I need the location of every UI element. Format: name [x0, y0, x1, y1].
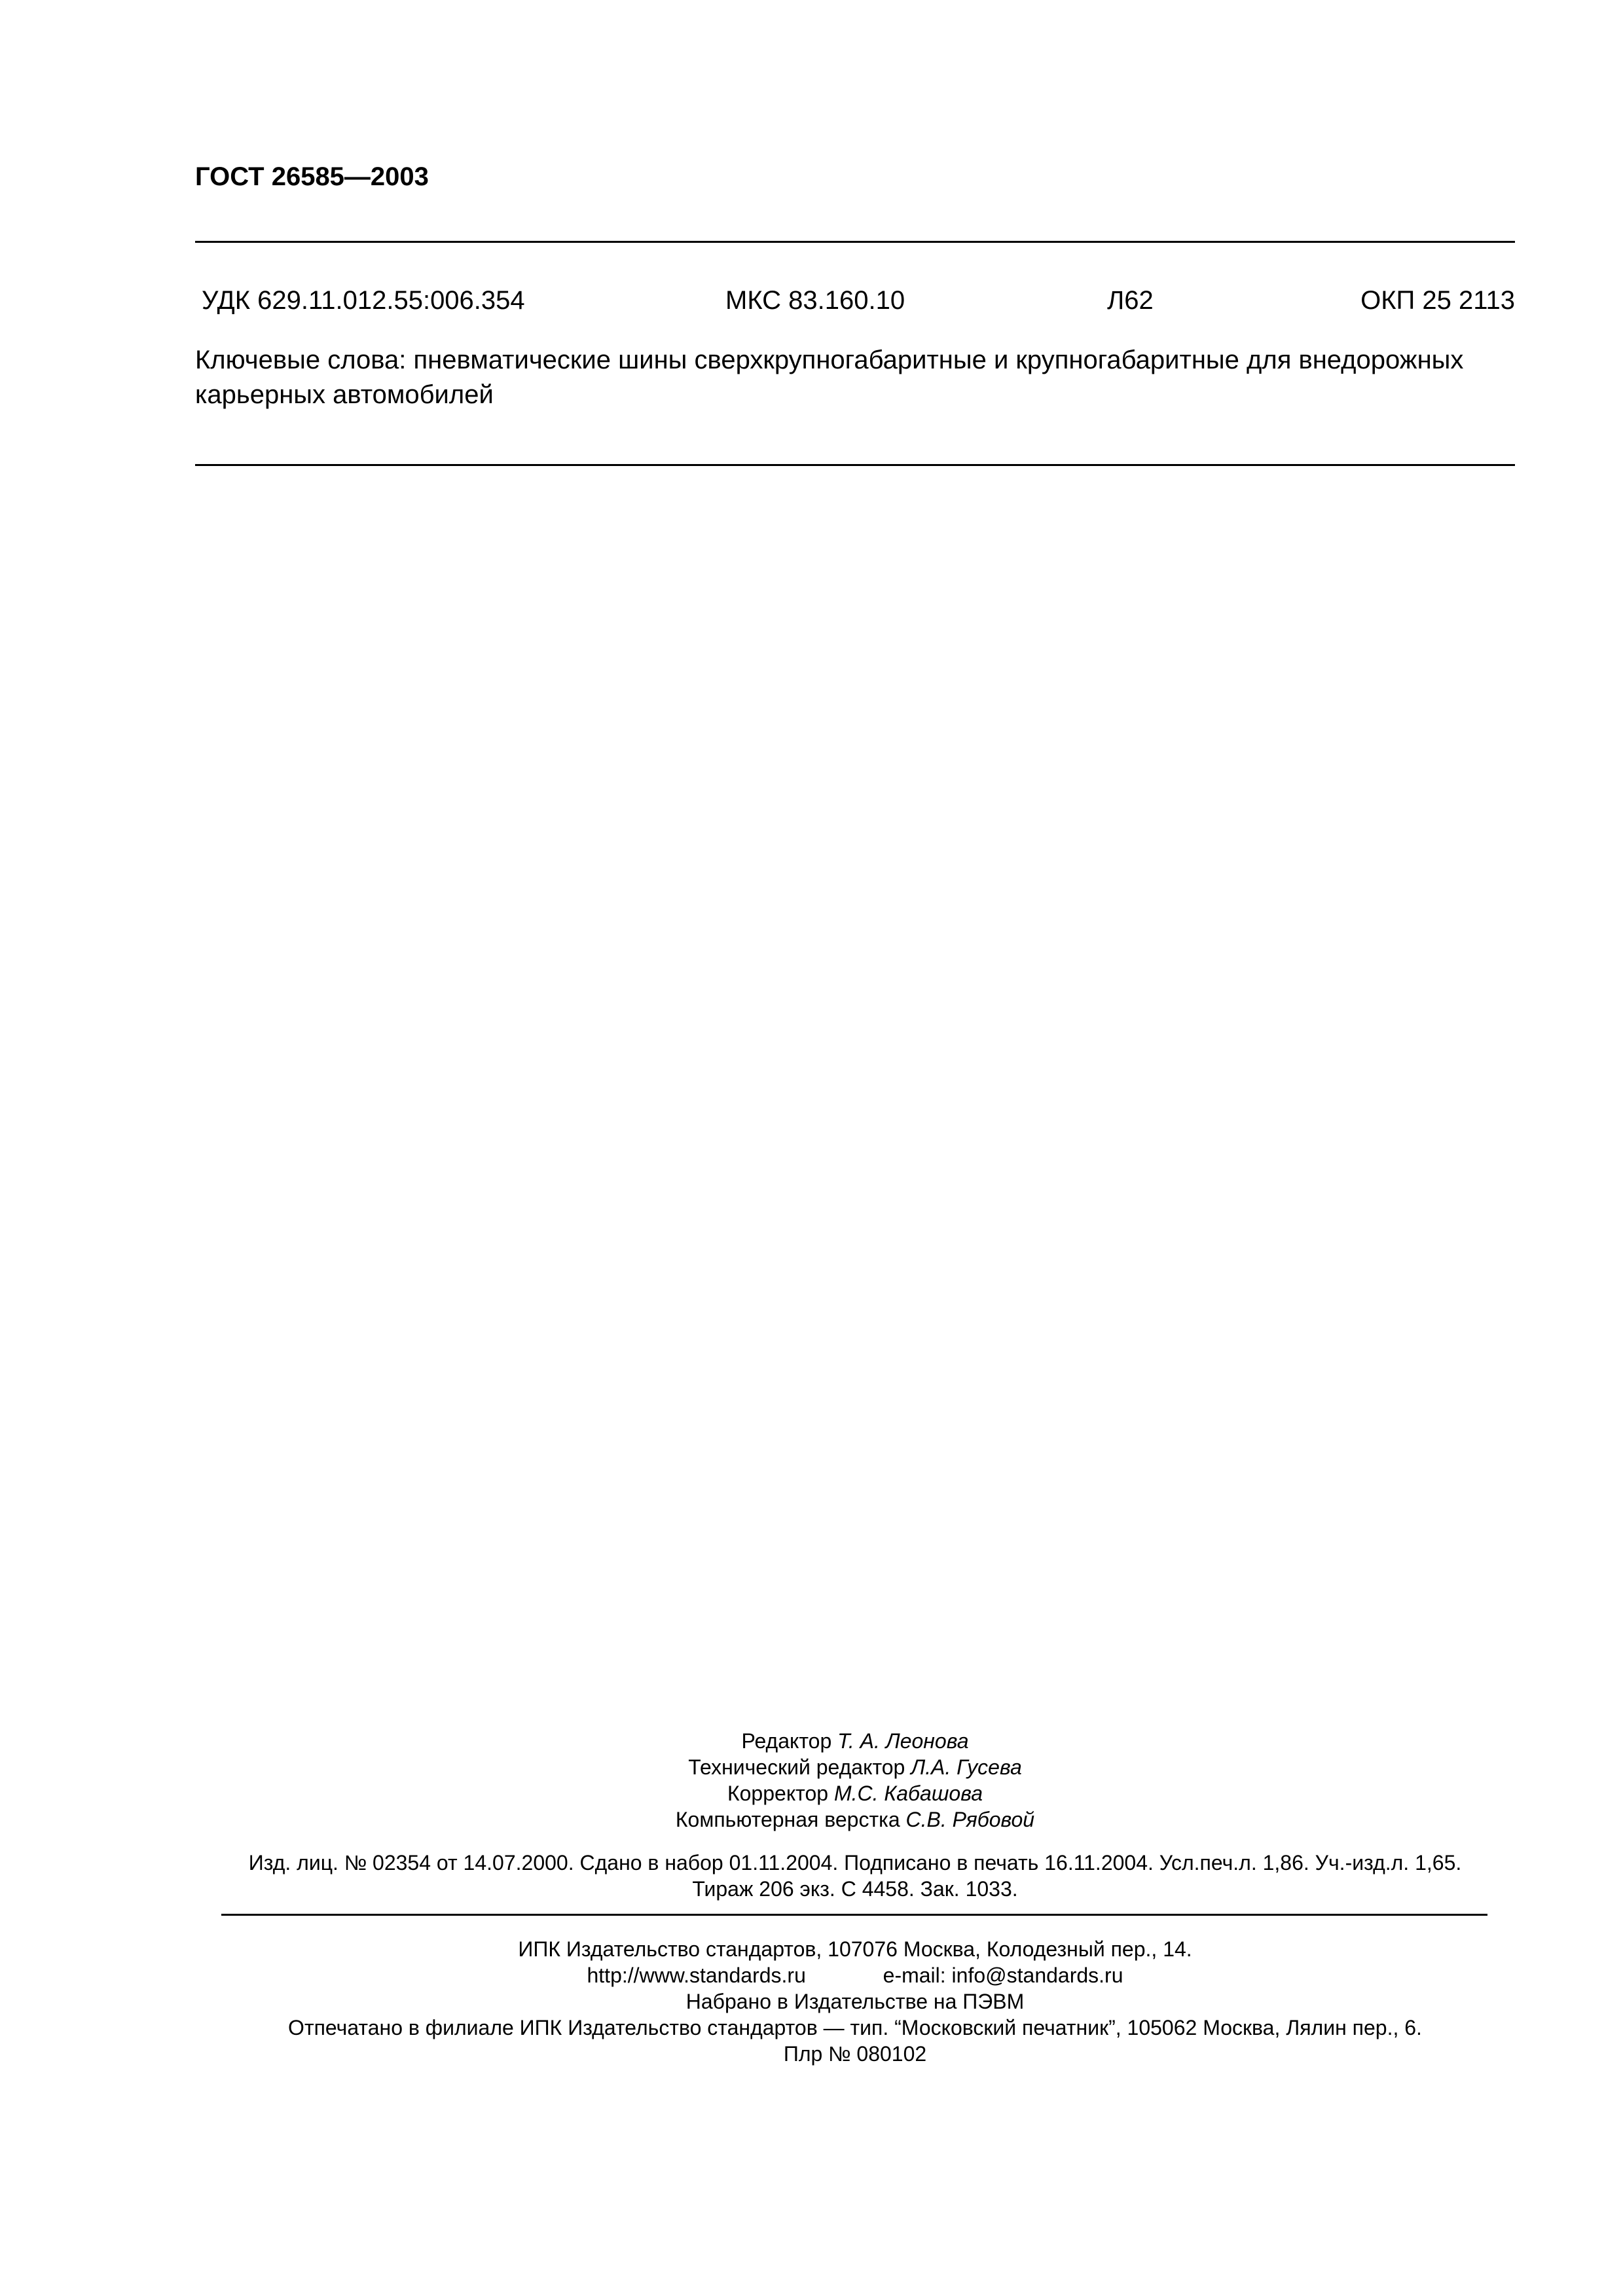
staff-credits	[195, 1728, 1515, 1833]
bottom-divider	[195, 464, 1515, 466]
imprint-divider	[221, 1914, 1487, 1916]
publication-line-2: Тираж 206 экз. С 4458. Зак. 1033.	[692, 1877, 1018, 1901]
credit-name: С.В. Рябовой	[905, 1808, 1035, 1831]
publication-info	[195, 1850, 1515, 1902]
okp-code: ОКП 25 2113	[1360, 286, 1515, 315]
plr-number: Плр № 080102	[783, 2042, 927, 2066]
website-link[interactable]: http://www.standards.ru	[587, 1964, 806, 1987]
classification-row	[195, 283, 1515, 318]
printed-note: Отпечатано в филиале ИПК Издательство стандартов — тип. “Московский печатник”, 105062 Москва, Лялин пер., 6.	[288, 2016, 1422, 2039]
credit-tech-editor	[195, 1754, 1515, 1780]
credit-name: Т. А. Леонова	[837, 1729, 969, 1753]
mks-code: МКС 83.160.10	[725, 286, 905, 315]
publisher-footer	[195, 1936, 1515, 2067]
credit-role: Компьютерная верстка	[675, 1808, 900, 1831]
document-code: ГОСТ 26585—2003	[195, 162, 429, 191]
contact-line	[195, 1962, 1515, 1988]
top-divider	[195, 241, 1515, 243]
typeset-note: Набрано в Издательстве на ПЭВМ	[685, 1990, 1025, 2013]
publisher-address: ИПК Издательство стандартов, 107076 Москва, Колодезный пер., 14.	[518, 1937, 1192, 1961]
publication-line-1: Изд. лиц. № 02354 от 14.07.2000. Сдано в набор 01.11.2004. Подписано в печать 16.11.2004. Усл.печ.л. 1,86. Уч.-изд.л. 1,65.	[248, 1851, 1462, 1874]
keywords: Ключевые слова: пневматические шины сверхкрупногабаритные и крупногабаритные для внедорожных карьерных автомобилей	[195, 346, 1464, 409]
credit-role: Редактор	[741, 1729, 832, 1753]
credit-proofreader	[195, 1780, 1515, 1806]
udk-code: УДК 629.11.012.55:006.354	[202, 286, 525, 315]
credit-layout	[195, 1806, 1515, 1833]
credit-name: Л.А. Гусева	[911, 1755, 1022, 1779]
email-link[interactable]: e-mail: info@standards.ru	[883, 1964, 1123, 1987]
group-code: Л62	[1107, 286, 1154, 315]
credit-role: Технический редактор	[688, 1755, 905, 1779]
credit-role: Корректор	[727, 1782, 829, 1805]
credit-name: М.С. Кабашова	[833, 1782, 983, 1805]
credit-editor	[195, 1728, 1515, 1754]
